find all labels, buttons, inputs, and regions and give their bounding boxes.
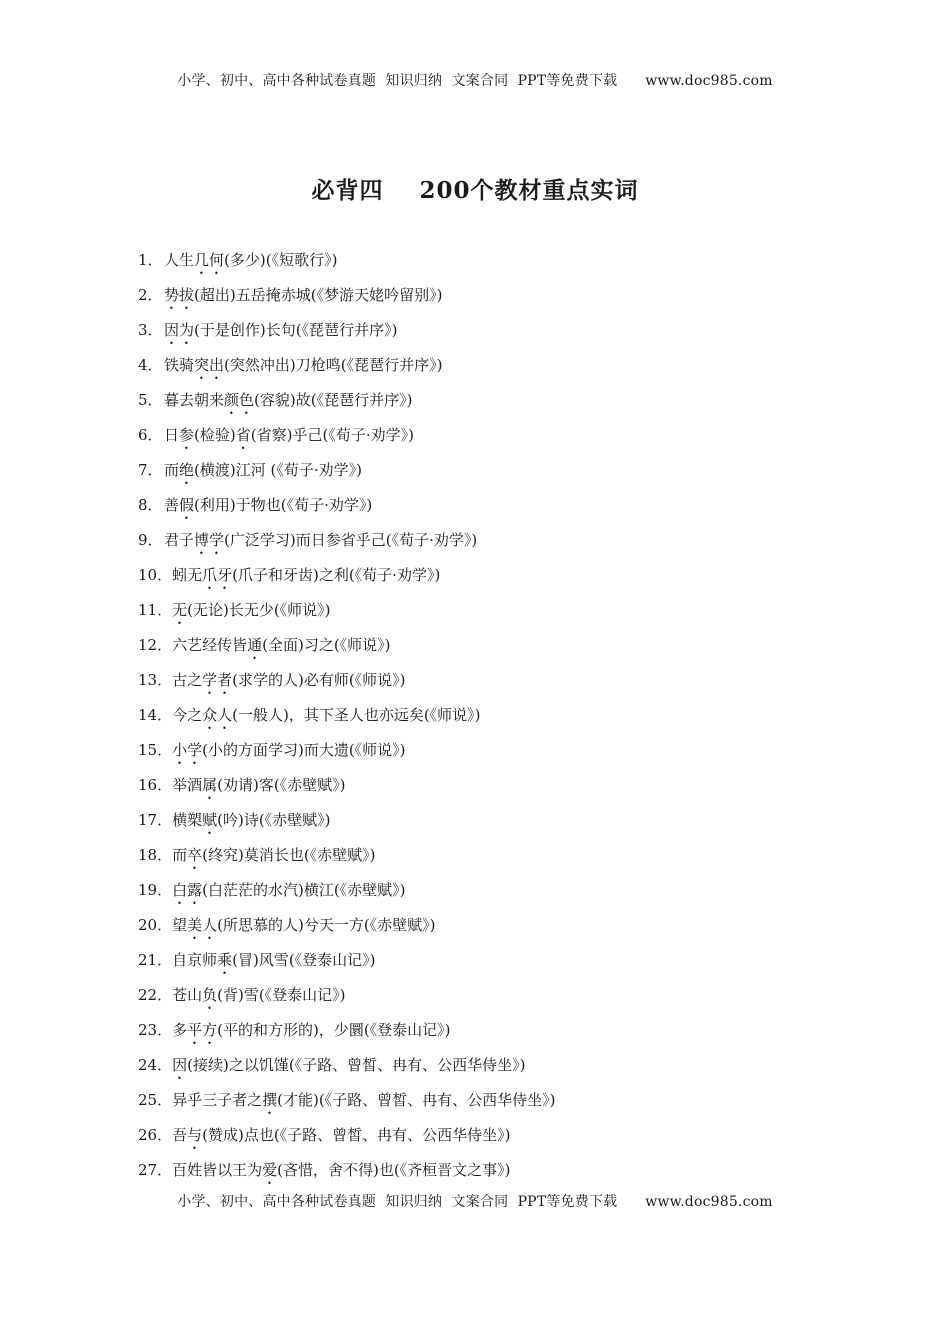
item-number: 9．	[138, 531, 163, 549]
item-number: 17．	[138, 811, 173, 829]
item-keyword: 撰	[262, 1091, 278, 1109]
list-item	[138, 388, 556, 423]
item-text: (冒)风雪(《登泰山记》)	[232, 951, 376, 969]
item-text: 今之	[172, 706, 203, 724]
item-keyword: 属	[202, 776, 218, 794]
item-keyword: 学者	[202, 671, 233, 689]
item-text: (超出)五岳掩赤城(《梦游天姥吟留别》)	[194, 286, 443, 304]
vocabulary-list	[138, 248, 556, 1193]
page-footer: 小学、初中、高中各种试卷真题 知识归纳 文案合同 PPT等免费下载 www.doc985.com	[177, 1194, 773, 1210]
list-item	[138, 1158, 556, 1193]
item-text: (求学的人)必有师(《师说》)	[232, 671, 406, 689]
item-keyword: 因	[172, 1056, 188, 1074]
list-item	[138, 878, 556, 913]
item-number: 16．	[138, 776, 173, 794]
item-number: 18．	[138, 846, 173, 864]
item-text: (所思慕的人)兮天一方(《赤壁赋》)	[217, 916, 436, 934]
item-number: 1．	[138, 251, 163, 269]
item-text: 古之	[172, 671, 203, 689]
item-text: 铁骑	[164, 356, 195, 374]
list-item	[138, 1123, 556, 1158]
item-text: (接续)之以饥馑(《子路、曾皙、冉有、公西华侍坐》)	[187, 1056, 526, 1074]
item-text: (劝请)客(《赤壁赋》)	[217, 776, 346, 794]
item-text: 望	[172, 916, 188, 934]
item-text: (小的方面学习)而大遗(《师说》)	[202, 741, 406, 759]
item-keyword: 爪牙	[202, 566, 233, 584]
list-item	[138, 1018, 556, 1053]
list-item	[138, 738, 556, 773]
item-number: 2．	[138, 286, 163, 304]
list-item	[138, 283, 556, 318]
item-text: (检验)	[194, 426, 236, 444]
list-item	[138, 493, 556, 528]
list-item	[138, 563, 556, 598]
page-header: 小学、初中、高中各种试卷真题 知识归纳 文案合同 PPT等免费下载 www.doc985.com	[177, 73, 773, 89]
item-number: 8．	[138, 496, 163, 514]
list-item	[138, 528, 556, 563]
item-text: (吝惜，舍不得)也(《齐桓晋文之事》)	[277, 1161, 511, 1179]
list-item	[138, 458, 556, 493]
item-keyword: 颜色	[224, 391, 255, 409]
list-item	[138, 808, 556, 843]
item-keyword: 势拔	[164, 286, 195, 304]
item-text: (爪子和牙齿)之利(《荀子·劝学》)	[232, 566, 441, 584]
item-keyword: 省	[235, 426, 251, 444]
item-text: 苍山	[172, 986, 203, 1004]
item-text: (利用)于物也(《荀子·劝学》)	[194, 496, 373, 514]
item-text: 举酒	[172, 776, 203, 794]
item-keyword: 卒	[187, 846, 203, 864]
item-number: 24．	[138, 1056, 173, 1074]
item-text: (全面)习之(《师说》)	[262, 636, 391, 654]
item-text: 善	[164, 496, 180, 514]
item-number: 21．	[138, 951, 173, 969]
item-number: 15．	[138, 741, 173, 759]
item-number: 26．	[138, 1126, 173, 1144]
item-keyword: 美人	[187, 916, 218, 934]
list-item	[138, 353, 556, 388]
item-text: (终究)莫消长也(《赤壁赋》)	[202, 846, 376, 864]
item-keyword: 参	[179, 426, 195, 444]
item-text: 百姓皆以王为	[172, 1161, 263, 1179]
item-keyword: 博学	[194, 531, 225, 549]
item-number: 7．	[138, 461, 163, 479]
item-text: 异乎三子者之	[172, 1091, 263, 1109]
list-item	[138, 598, 556, 633]
item-keyword: 假	[179, 496, 195, 514]
item-text: 人生	[164, 251, 195, 269]
item-text: (省察)乎己(《荀子·劝学》)	[250, 426, 414, 444]
item-text: (吟)诗(《赤壁赋》)	[217, 811, 331, 829]
item-number: 5．	[138, 391, 163, 409]
list-item	[138, 633, 556, 668]
item-keyword: 通	[247, 636, 263, 654]
item-number: 27．	[138, 1161, 173, 1179]
item-text: 横槊	[172, 811, 203, 829]
item-number: 10．	[138, 566, 173, 584]
item-keyword: 几何	[194, 251, 225, 269]
item-keyword: 平方	[187, 1021, 218, 1039]
list-item	[138, 318, 556, 353]
item-text: (横渡)江河 (《荀子·劝学》)	[194, 461, 362, 479]
item-text: (白茫茫的水汽)横江(《赤壁赋》)	[202, 881, 406, 899]
item-number: 19．	[138, 881, 173, 899]
list-item	[138, 983, 556, 1018]
item-number: 6．	[138, 426, 163, 444]
item-keyword: 小学	[172, 741, 203, 759]
item-text: 君子	[164, 531, 195, 549]
list-item	[138, 423, 556, 458]
item-keyword: 绝	[179, 461, 195, 479]
item-text: 日	[164, 426, 180, 444]
item-text: 暮去朝来	[164, 391, 225, 409]
item-keyword: 白露	[172, 881, 203, 899]
item-keyword: 因为	[164, 321, 195, 339]
item-text: 蚓无	[172, 566, 203, 584]
item-number: 20．	[138, 916, 173, 934]
item-text: (多少)(《短歌行》)	[224, 251, 338, 269]
list-item	[138, 843, 556, 878]
item-text: (容貌)故(《琵琶行并序》)	[254, 391, 413, 409]
item-keyword: 与	[187, 1126, 203, 1144]
item-text: (背)雪(《登泰山记》)	[217, 986, 346, 1004]
item-text: 多	[172, 1021, 188, 1039]
item-text: (于是创作)长句(《琵琶行并序》)	[194, 321, 398, 339]
item-text: 而	[172, 846, 188, 864]
item-text: (才能)(《子路、曾皙、冉有、公西华侍坐》)	[277, 1091, 556, 1109]
item-number: 11．	[138, 601, 173, 619]
item-number: 23．	[138, 1021, 173, 1039]
page-title: 必背四 200个教材重点实词	[311, 177, 639, 204]
list-item	[138, 703, 556, 738]
item-text: (一般人)，其下圣人也亦远矣(《师说》)	[232, 706, 481, 724]
list-item	[138, 248, 556, 283]
item-number: 14．	[138, 706, 173, 724]
item-keyword: 众人	[202, 706, 233, 724]
item-number: 13．	[138, 671, 173, 689]
item-number: 12．	[138, 636, 173, 654]
item-keyword: 负	[202, 986, 218, 1004]
item-number: 25．	[138, 1091, 173, 1109]
item-text: 吾	[172, 1126, 188, 1144]
list-item	[138, 1088, 556, 1123]
item-number: 3．	[138, 321, 163, 339]
item-text: (突然冲出)刀枪鸣(《琵琶行并序》)	[224, 356, 443, 374]
item-keyword: 乘	[217, 951, 233, 969]
item-text: 六艺经传皆	[172, 636, 248, 654]
item-keyword: 爱	[262, 1161, 278, 1179]
list-item	[138, 1053, 556, 1088]
list-item	[138, 668, 556, 703]
list-item	[138, 773, 556, 808]
item-keyword: 突出	[194, 356, 225, 374]
item-text: (赞成)点也(《子路、曾皙、冉有、公西华侍坐》)	[202, 1126, 511, 1144]
item-text: (无论)长无少(《师说》)	[187, 601, 331, 619]
list-item	[138, 913, 556, 948]
item-text: (平的和方形的)，少圜(《登泰山记》)	[217, 1021, 451, 1039]
item-text: 而	[164, 461, 180, 479]
item-text: 自京师	[172, 951, 218, 969]
list-item	[138, 948, 556, 983]
item-text: (广泛学习)而日参省乎己(《荀子·劝学》)	[224, 531, 478, 549]
item-keyword: 无	[172, 601, 188, 619]
item-number: 4．	[138, 356, 163, 374]
item-keyword: 赋	[202, 811, 218, 829]
item-number: 22．	[138, 986, 173, 1004]
